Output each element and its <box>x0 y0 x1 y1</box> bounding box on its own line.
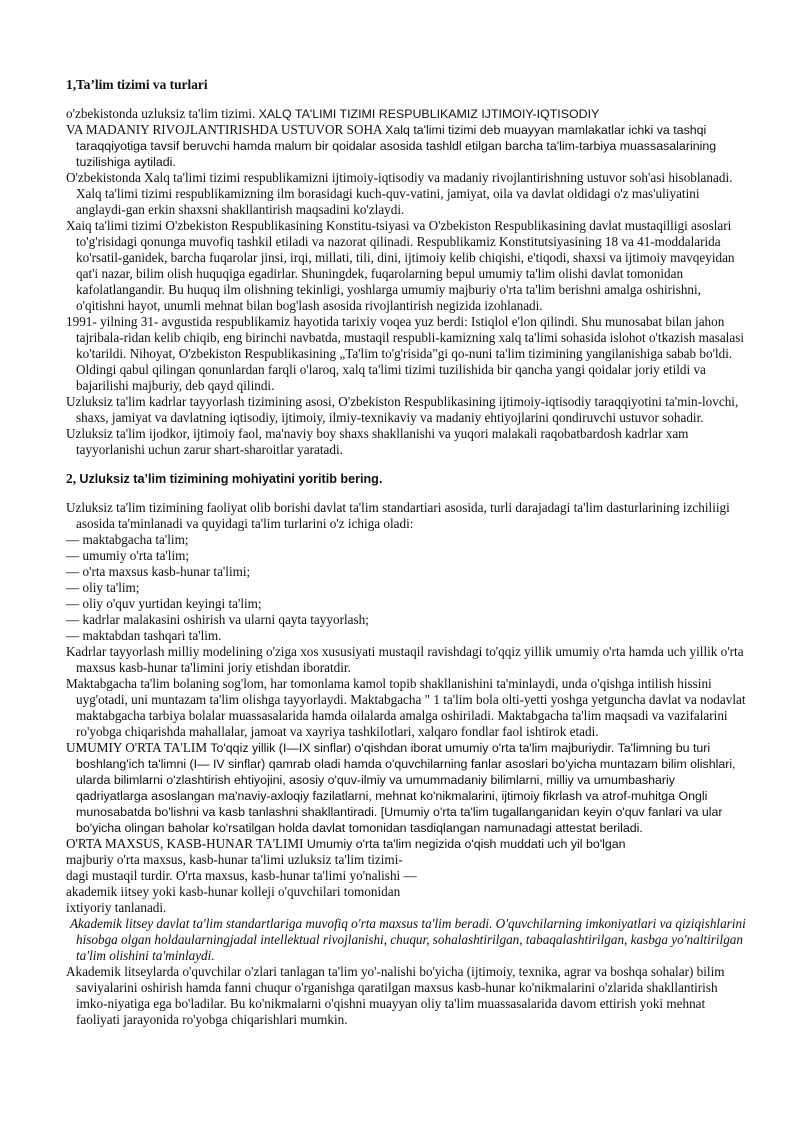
education-types-list <box>66 532 746 644</box>
intro-serif-text: o'zbekistonda uzluksiz ta'lim tizimi. <box>66 106 259 121</box>
section-2-heading <box>66 470 746 488</box>
document-page <box>66 76 746 1028</box>
section-1-paragraph <box>66 122 746 170</box>
section-2-italic-paragraph <box>66 916 746 964</box>
list-item: — maktabdan tashqari ta'lim. <box>66 628 222 643</box>
list-item: — umumiy o'rta ta'lim; <box>66 548 190 563</box>
section-1-intro <box>66 106 746 122</box>
italic-text: Akademik litsey davlat ta'lim standartlariga muvofiq o'rta maxsus ta'lim beradi. O'quvchilarning imkoniyatlari va qiziqishlarini hisobga olgan holdaularningjadal intellektual rivojlanishi, chuqur, sohalashtirilgan, tabaqalashtirilgan, kasbga yo'naltirilgan ta'lim olishini ta'minlaydi. <box>70 916 746 963</box>
p1-sans-text: Xalq ta'limi tizimi deb muayyan mamlakatlar ichki va tashqi taraqqiyotiga tavsif beruvchi hamda malum bir qoidalar asosida tashldl etilgan barcha ta'lim-tarbiya muassasalarining tuzilishiga aytiladi. <box>76 123 717 169</box>
list-item: — o'rta maxsus kasb-hunar ta'limi; <box>66 564 251 579</box>
p5-line: ixtiyoriy tanlanadi. <box>66 900 167 915</box>
p4-serif-text: UMUMIY O'RTA TA'LIM <box>66 740 211 755</box>
p4-sans-text: To'qqiz yillik (I—IX sinflar) o'qishdan iborat umumiy o'rta ta'lim majburiydir. Ta'limning bu turi boshlang'ich ta'limni (I— IV sinflar) qamrab oladi hamda o'quvchilarning fanlar asoslari bo'yicha muntazam bilim olishlari, ularda bilimlarni o'zlashtirish ehtiyojini, asosiy o'quv-ilmiy va umummadaniy bilimlarni, milliy va umumbashariy qadriyatlarga asoslangan ma'naviy-axloqiy fazilatlarni, mehnat ko'nikmalarini, ijtimoiy fikrlash va atrof-muhitga Ongli munosabatda bo'lishni va kasb tanlashni shakllantiradi. [Umumiy o'rta ta'lim tugallanganidan keyin o'quv fanlari va ular bo'yicha olingan baholar ko'rsatilgan holda davlat tomonidan tasdiqlangan namunadagi attestat beriladi. <box>76 741 736 835</box>
section-1-paragraph: Xaiq ta'limi tizimi O'zbekiston Respublikasining Konstitu-tsiyasi va O'zbekiston Respublikasining davlat mustaqilligi asoslari to'g'risidagi qonunga muvofiq tashkil etiladi va nazorat qilinadi. Respublikamiz Konstitutsiyasining 18 va 41-moddalarida ko'rsatil-ganidek, barcha fuqarolar jinsi, irqi, millati, tili, dini, ijtimoiy kelib chiqishi, e'tiqodi, shaxsi va ijtimoiy mavqeyidan qat'i nazar, bilim olish huquqiga egadirlar. Shuningdek, fuqarolarning bepul umumiy ta'lim olishi davlat tomonidan kafolatlangandir. Bu huquq ilm olishning tekinligi, yoshlarga umumiy majburiy o'rta ta'lim berishni amalga oshirishni, o'qitishni hayot, unumli mehnat bilan bog'lash asosida rivojlantirish negizida izohlanadi. <box>66 218 735 313</box>
section-1-paragraph: O'zbekistonda Xalq ta'limi tizimi respublikamizni ijtimoiy-iqtisodiy va madaniy rivojlantirishning ustuvor soh'asi hisoblanadi. Xalq ta'limi tizimi respublikamizning ilm borasidagi kuch-quv-vatini, jamiyat, oila va davlat oldidagi o'z mas'uliyatini anglaydi-gan erkin shaxsni shakllantirish maqsadini ko'zlaydi. <box>66 170 733 217</box>
section-2-paragraph: Akademik litseylarda o'quvchilar o'zlari tanlagan ta'lim yo'-nalishi bo'yicha (ijtimoiy, texnika, agrar va boshqa sohalar) bilim saviyalarini oshirish hamda fanni chuqur o'rganishga qaratilgan maxsus kasb-hunar ko'nikmalarini o'zlarida shakllantirish imko-niyatiga ega bo'ladilar. Bu ko'nikmalarni o'qishni muayyan oliy ta'lim muassasalarida davom ettirish yoki mehnat faoliyati jarayonida ro'yobga chiqarishlari mumkin. <box>66 964 725 1027</box>
p5-line: dagi mustaqil turdir. O'rta maxsus, kasb-hunar ta'limi yo'nalishi — <box>66 868 417 883</box>
list-item: — oliy ta'lim; <box>66 580 140 595</box>
list-item: — kadrlar malakasini oshirish va ularni qayta tayyorlash; <box>66 612 369 627</box>
list-item: — maktabgacha ta'lim; <box>66 532 189 547</box>
section-2-paragraph <box>66 836 746 852</box>
section-1-paragraph: Uzluksiz ta'lim kadrlar tayyorlash tizimining asosi, O'zbekiston Respublikasining ijtimoiy-iqtisodiy taraqqiyotini ta'min-lovchi, shaxs, jamiyat va davlatning iqtisodiy, ijtimoiy, ilmiy-texnikaviy va madaniy ehtiyojlarini qondiruvchi ustuvor sohadir. <box>66 394 739 425</box>
section-1-paragraph: Uzluksiz ta'lim ijodkor, ijtimoiy faol, ma'naviy boy shaxs shakllanishi va yuqori malakali raqobatbardosh kadrlar xam tayyorlanishi uchun zarur shart-sharoitlar yaratadi. <box>66 426 689 457</box>
p5-sans-text: Umumiy o'rta ta'lim negizida o'qish muddati uch yil bo'lgan <box>306 837 626 851</box>
section-2-heading-number: 2, <box>66 471 80 486</box>
section-2-paragraph <box>66 740 746 836</box>
section-2-heading-text: Uzluksiz ta’lim tizimining mohiyatini yoritib bering. <box>79 472 383 486</box>
intro-caps-text: XALQ TA'LIMI TIZIMI RESPUBLIKAMIZ IJTIMOIY-IQTISODIY <box>258 107 600 121</box>
section-2-paragraph: Kadrlar tayyorlash milliy modelining o'ziga xos xususiyati mustaqil ravishdagi to'qqiz yillik umumiy o'rta hamda uch yillik o'rta maxsus kasb-hunar ta'limini joriy etishdan iboratdir. <box>66 644 744 675</box>
p5-line: majburiy o'rta maxsus, kasb-hunar ta'limi uzluksiz ta'lim tizimi- <box>66 852 403 867</box>
p1-serif-text: VA MADANIY RIVOJLANTIRISHDA USTUVOR SOHA <box>66 122 386 137</box>
p5-line: akademik iitsey yoki kasb-hunar kolleji o'quvchilari tomonidan <box>66 884 401 899</box>
section-1-paragraph: 1991- yilning 31- avgustida respublikamiz hayotida tarixiy voqea yuz berdi: Istiqlol e'lon qilindi. Shu munosabat bilan jahon tajribala-ridan kelib chiqib, eng birinchi navbatda, mustaqil respubli-kamizning xalq ta'limi sohasida islohot o'tkazish masalasi ko'tarildi. Nihoyat, O'zbekiston Respublikasining „Ta'lim to'g'risida"gi qo-nuni ta'lim tizimining yangilanishiga sabab bo'ldi. Oldingi qabul qilingan qonunlardan farqli o'laroq, xalq ta'limi tizimi tuzilishida bir qancha yangi qoidalar joriy etildi va bajarilishi majburiy, deb qayd qilindi. <box>66 314 744 393</box>
section-2-paragraph: Uzluksiz ta'lim tizimining faoliyat olib borishi davlat ta'lim standartiari asosida, turli darajadagi ta'lim dasturlarining izchiliigi asosida ta'minlanadi va quyidagi ta'lim turlarini o'z ichiga oladi: <box>66 500 730 531</box>
p5-serif-text: O'RTA MAXSUS, KASB-HUNAR TA'LIMI <box>66 836 307 851</box>
section-2-paragraph: Maktabgacha ta'lim bolaning sog'lom, har tomonlama kamol topib shakllanishini ta'minlaydi, unda o'qishga intilish hissini uyg'otadi, uni muntazam ta'lim olishga tayyorlaydi. Maktabgacha " 1 ta'lim bola olti-yetti yoshga yetguncha davlat va nodavlat maktabgacha tarbiya bolalar muassasalarida hamda oilalarda amalga oshiriladi. Maktabgacha ta'lim maqsadi va vazifalarini ro'yobga chiqarishda mahallalar, jamoat va xayriya tashkilotlari, xalqaro fondlar faol ishtirok etadi. <box>66 676 746 739</box>
list-item: — oliy o'quv yurtidan keyingi ta'lim; <box>66 596 262 611</box>
section-1-heading: 1,Ta’lim tizimi va turlari <box>66 77 208 92</box>
